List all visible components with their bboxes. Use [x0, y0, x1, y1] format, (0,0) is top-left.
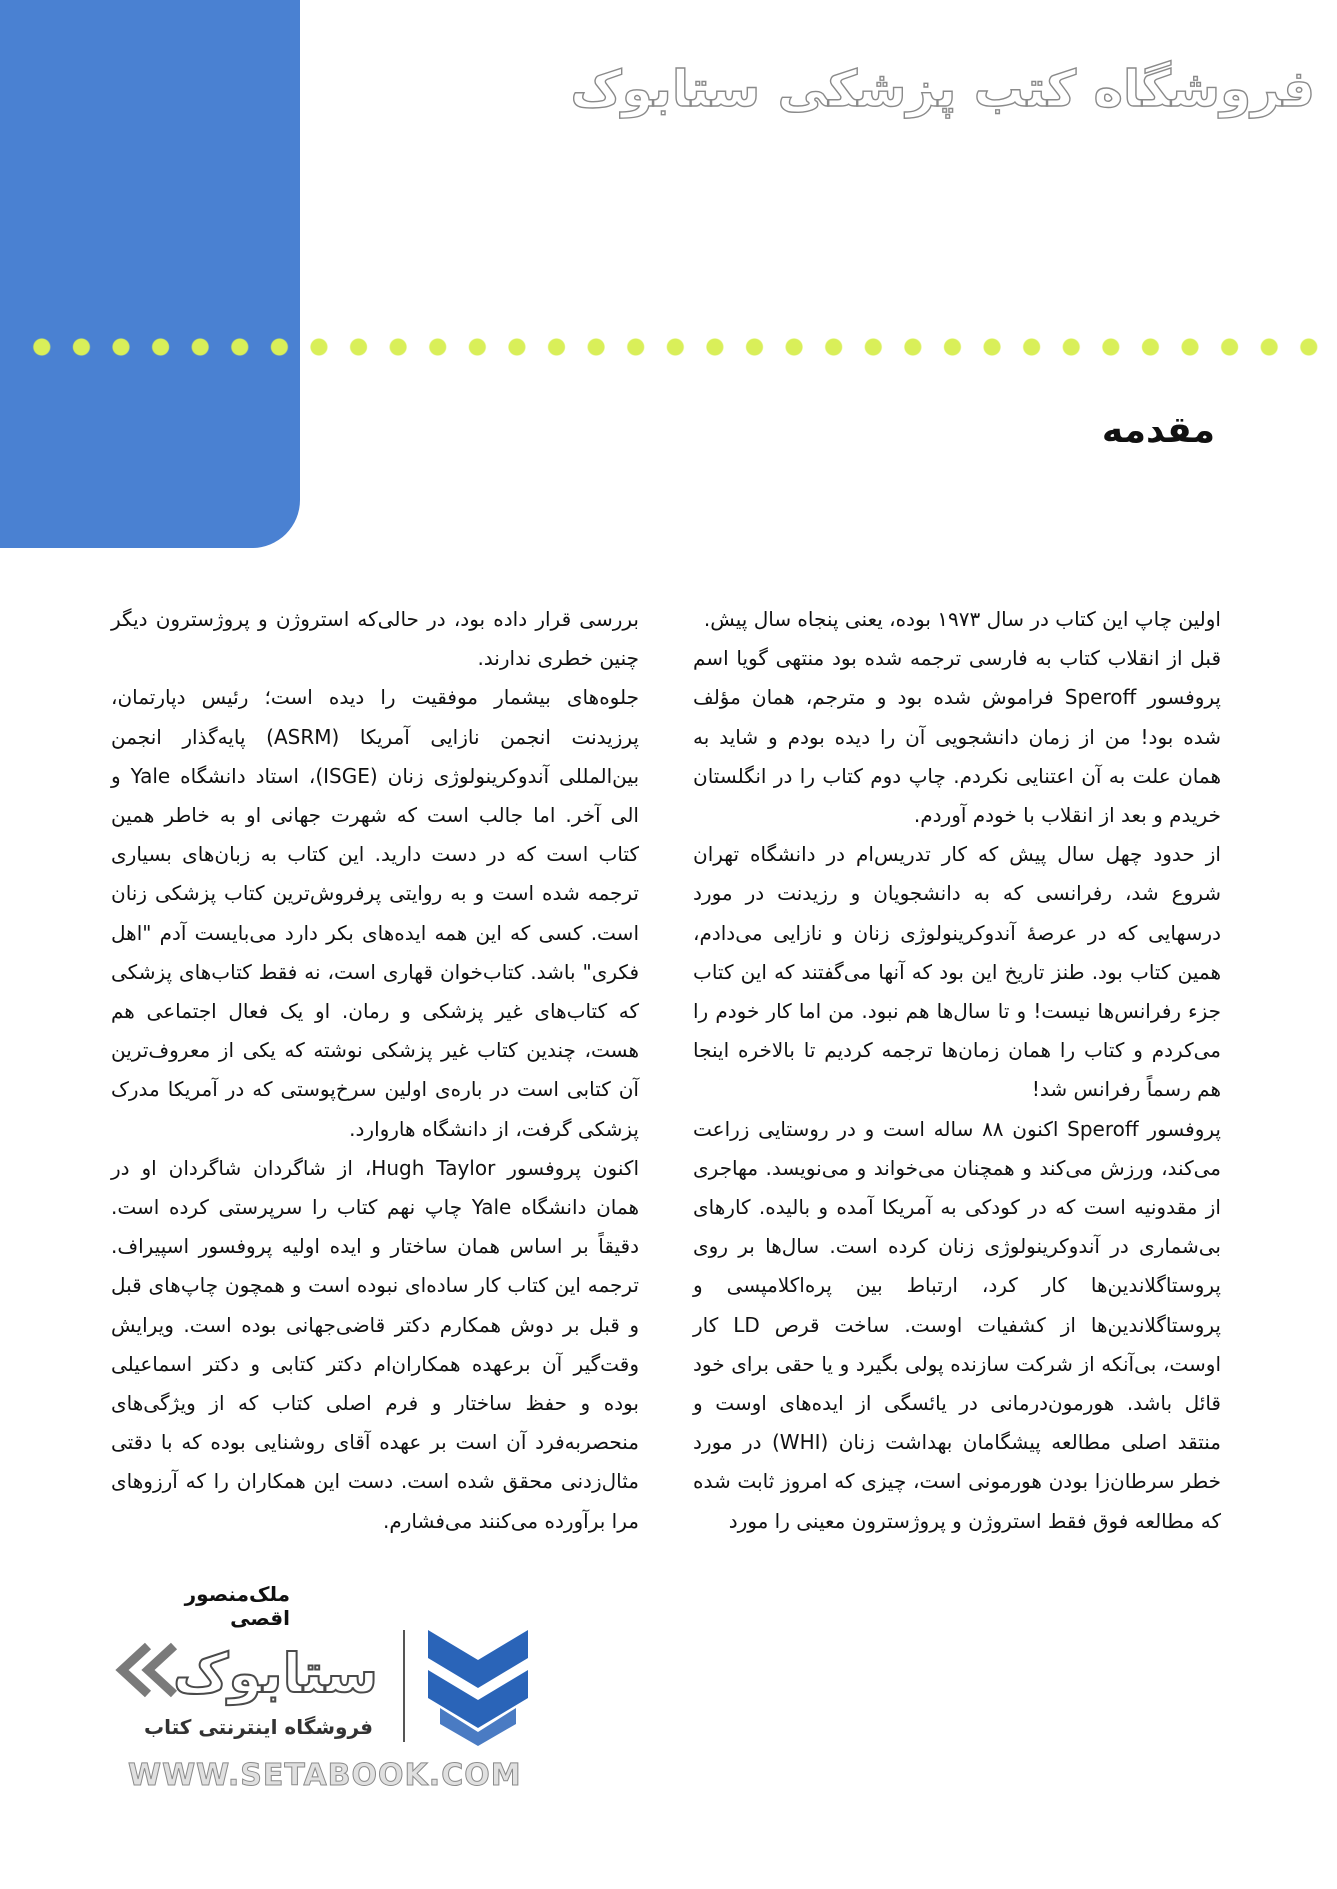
text-column-left	[111, 600, 639, 1541]
text-column-right	[693, 600, 1221, 1541]
paragraph: اکنون پروفسور Hugh Taylor، از شاگردان شاگردان او در همان دانشگاه Yale چاپ نهم کتاب را سرپرستی کرده است. دقیقاً بر اساس همان ساختار و ایده اولیه پروفسور اسپیراف. ترجمه این کتاب کار ساده‌ای نبوده است و همچون چاپ‌های قبل و قبل بر دوش همکارم دکتر قاضی‌جهانی بوده است. ویرایش وقت‌گیر آن برعهده همکاران‌ام دکتر کتابی و دکتر اسماعیلی بوده و حفظ ساختار و فرم اصلی کتاب که از ویژگی‌های منحصربه‌فرد آن است بر عهده آقای روشنایی بوده که با دقتی مثال‌زدنی محقق شده است. دست این همکاران را که آرزوهای مرا برآورده می‌کنند می‌فشارم.	[111, 1155, 640, 1533]
section-title: مقدمه	[1101, 410, 1215, 451]
paragraph: قبل از انقلاب کتاب به فارسی ترجمه شده بود منتهی گویا اسم پروفسور Speroff فراموش شده بود و مترجم، همان مؤلف شده بود! من از زمان دانشجویی آن را دیده بودم و شاید به همان علت به آن اعتنایی نکردم. چاپ دوم کتاب را در انگلستان خریدم و بعد از انقلاب با خودم آوردم.	[693, 646, 1221, 828]
dotted-divider	[22, 336, 1332, 358]
setabook-logo	[108, 1612, 568, 1752]
chevron-emblem-icon	[428, 1630, 528, 1746]
author-signature: ملک‌منصور اقصی	[184, 1582, 290, 1630]
paragraph: اولین چاپ این کتاب در سال ۱۹۷۳ بوده، یعنی پنجاه سال پیش.	[703, 607, 1221, 631]
logo-url: WWW.SETABOOK.COM	[128, 1758, 522, 1793]
paragraph: جلوه‌های بیشمار موفقیت را دیده است؛ رئیس دپارتمان، پرزیدنت انجمن نازایی آمریکا (ASRM) پایه‌گذار انجمن بین‌المللی آندوکرینولوژی زنان (ISGE)، استاد دانشگاه Yale و الی آخر. اما جالب است که شهرت جهانی او به خاطر همین کتاب است که در دست دارید. این کتاب به زبان‌های بسیاری ترجمه شده است و به روایتی پرفروش‌ترین کتاب پزشکی زنان است. کسی که این همه ایده‌های بکر دارد می‌بایست آدم "اهل فکری" باشد. کتاب‌خوان قهاری است، نه فقط کتاب‌های پزشکی که کتاب‌های غیر پزشکی و رمان. او یک فعال اجتماعی هم هست، چندین کتاب غیر پزشکی نوشته که یکی از معروف‌ترین آن کتابی است در باره‌ی اولین سرخ‌پوستی که در آمریکا مدرک پزشکی گرفت، از دانشگاه هاروارد.	[111, 685, 640, 1141]
paragraph: پروفسور Speroff اکنون ۸۸ ساله است و در روستایی زراعت می‌کند، ورزش می‌کند و همچنان می‌خواند و می‌نویسد. مهاجری از مقدونیه است که در کودکی به آمریکا آمده و بالیده. کارهای بی‌شماری در آندوکرینولوژی زنان کرده است. سال‌ها بر روی پروستاگلاندین‌ها کار کرد، ارتباط بین پره‌اکلامپسی و پروستاگلاندین‌ها از کشفیات اوست. ساخت قرص LD کار اوست، بی‌آنکه از شرکت سازنده پولی بگیرد و یا حقی برای خود قائل باشد. هورمون‌درمانی در یائسگی از ایده‌های اوست و منتقد اصلی مطالعه پیشگامان بهداشت زنان (WHI) در مورد خطر سرطان‌زا بودن هورمونی است، چیزی که امروز ثابت شده که مطالعه فوق فقط استروژن و پروژسترون معینی را مورد	[693, 1116, 1221, 1533]
paragraph: بررسی قرار داده بود، در حالی‌که استروژن و پروژسترون دیگر چنین خطری ندارند.	[111, 607, 639, 671]
paragraph: از حدود چهل سال پیش که کار تدریس‌ام در دانشگاه تهران شروع شد، رفرانسی که به دانشجویان و رزیدنت در مورد درسهایی که در عرصهٔ آندوکرینولوژی زنان و نازایی می‌دادم، همین کتاب بود. طنز تاریخ این بود که آنها می‌گفتند که این کتاب جزء رفرانس‌ها نیست! و تا سال‌ها هم نبود. من اما کار خودم را می‌کردم و کتاب را همان زمان‌ها ترجمه کردیم تا بالاخره اینجا هم رسماً رفرانس شد!	[693, 842, 1221, 1102]
store-title: فروشگاه کتب پزشکی ستابوک	[570, 60, 1315, 118]
logo-tagline: فروشگاه اینترنتی کتاب	[144, 1715, 373, 1739]
header-blue-panel	[0, 0, 300, 548]
double-arrow-icon	[122, 1646, 174, 1694]
logo-brand-text: ستابوک	[173, 1642, 378, 1705]
